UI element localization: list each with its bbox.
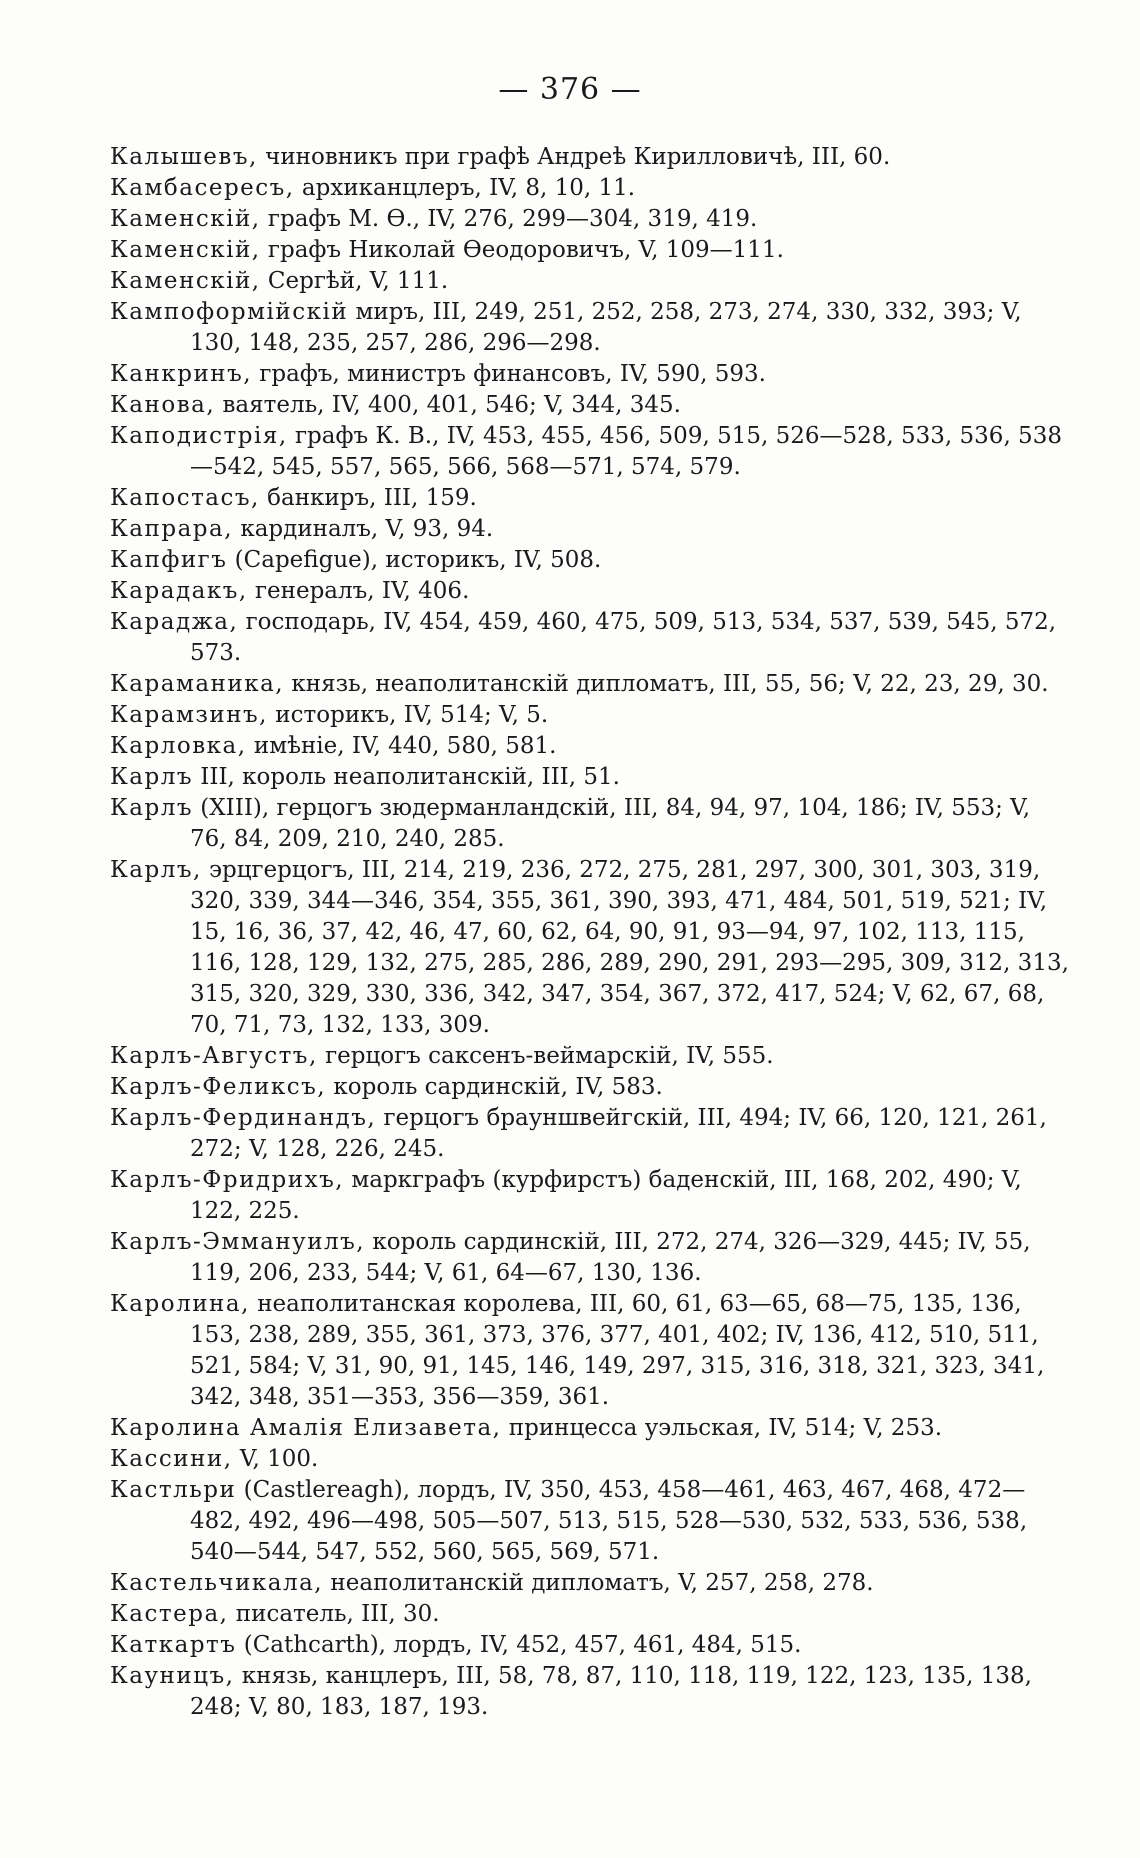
entry-text: генералъ, IV, 406. [247,578,470,604]
entry-head: Карловка, [110,733,247,759]
entry-text: миръ, III, 249, 251, 252, 258, 273, 274, 330, 332, 393; V, 130, 148, 235, 257, 286, 296—298. [190,299,1022,356]
entry-text: (Castlereagh), лордъ, IV, 350, 453, 458—461, 463, 467, 468, 472—482, 492, 496—498, 505—507, 513, 515, 528—530, 532, 533, 536, 538, 540—544, 547, 552, 560, 565, 569, 571. [190,1477,1028,1565]
entry-text: герцогъ брауншвейгскій, III, 494; IV, 66, 120, 121, 261, 272; V, 128, 226, 245. [190,1105,1047,1162]
entry-head: Калышевъ, [110,144,258,170]
entry-text: неаполитанская королева, III, 60, 61, 63—65, 68—75, 135, 136, 153, 238, 289, 355, 361, 373, 376, 377, 401, 402; IV, 136, 412, 510, 511, 521, 584; V, 31, 90, 91, 145, 146, 149, 297, 315, 316, 318, 321, 323, 341, 342, 348, 351—353, 356—359, 361. [190,1291,1045,1410]
entry-head: Карлъ [110,764,193,790]
entry-head: Караманика, [110,671,285,697]
entry-text: князь, канцлеръ, III, 58, 78, 87, 110, 118, 119, 122, 123, 135, 138, 248; V, 80, 183, 187, 193. [190,1663,1032,1720]
entry-head: Карлъ, [110,857,202,883]
index-entry [110,421,1070,483]
entry-text: князь, неаполитанскій дипломатъ, III, 55, 56; V, 22, 23, 29, 30. [284,671,1049,697]
entry-head: Каподистрія, [110,423,288,449]
entry-head: Канкринъ, [110,361,253,387]
index-entry [110,855,1070,1041]
entry-text: (Capefigue), историкъ, IV, 508. [227,547,602,573]
index-entry [110,1661,1070,1723]
entry-text: архиканцлеръ, IV, 8, 10, 11. [294,175,636,201]
index-entry [110,1072,1070,1103]
entry-text: писатель, III, 30. [228,1601,440,1627]
index-entry [110,793,1070,855]
entry-text: графъ К. В., IV, 453, 455, 456, 509, 515, 526—528, 533, 536, 538—542, 545, 557, 565, 566, 568—571, 574, 579. [190,423,1062,480]
index-entry [110,576,1070,607]
index-entry [110,173,1070,204]
entry-head: Капфигъ [110,547,228,573]
entry-head: Кастера, [110,1601,229,1627]
entry-text: Сергѣй, V, 111. [260,268,449,294]
index-entry [110,731,1070,762]
index-entries [110,142,1070,1723]
entry-head: Карамзинъ, [110,702,268,728]
index-entry [110,514,1070,545]
index-entry [110,359,1070,390]
entry-text: (XIII), герцогъ зюдерманландскій, III, 84, 94, 97, 104, 186; IV, 553; V, 76, 84, 209, 210, 240, 285. [190,795,1031,852]
index-entry [110,1289,1070,1413]
index-entry [110,1041,1070,1072]
index-entry [110,297,1070,359]
index-entry [110,545,1070,576]
entry-text: имѣніе, IV, 440, 580, 581. [246,733,557,759]
entry-head: Кампоформійскій [110,299,349,325]
entry-text: графъ М. Ѳ., IV, 276, 299—304, 319, 419. [260,206,758,232]
entry-head: Каролина, [110,1291,250,1317]
index-entry [110,1475,1070,1568]
entry-text: (Cathcarth), лордъ, IV, 452, 457, 461, 484, 515. [236,1632,802,1658]
entry-text: ваятель, IV, 400, 401, 546; V, 344, 345. [215,392,681,418]
entry-head: Канова, [110,392,216,418]
index-entry [110,1630,1070,1661]
entry-text: графъ Николай Ѳеодоровичъ, V, 109—111. [260,237,784,263]
entry-head: Камбасересъ, [110,175,295,201]
index-entry [110,1227,1070,1289]
entry-text: принцесса уэльская, IV, 514; V, 253. [501,1415,943,1441]
index-entry [110,1568,1070,1599]
entry-text: историкъ, IV, 514; V, 5. [268,702,549,728]
entry-head: Карлъ-Фридрихъ, [110,1167,345,1193]
entry-head: Капрара, [110,516,234,542]
entry-text: графъ, министръ финансовъ, IV, 590, 593. [252,361,766,387]
index-entry [110,390,1070,421]
entry-text: маркграфъ (курфирстъ) баденскій, III, 168, 202, 490; V, 122, 225. [190,1167,1022,1224]
index-entry [110,1444,1070,1475]
entry-head: Каролина Амалія Елизавета, [110,1415,502,1441]
entry-head: Каменскій, [110,206,261,232]
entry-head: Карадакъ, [110,578,248,604]
index-entry [110,204,1070,235]
index-entry [110,669,1070,700]
entry-head: Каменскій, [110,268,261,294]
entry-text: чиновникъ при графѣ Андреѣ Кирилловичѣ, III, 60. [257,144,891,170]
entry-head: Карлъ-Фердинандъ, [110,1105,377,1131]
entry-head: Кауницъ, [110,1663,235,1689]
index-entry [110,607,1070,669]
index-entry [110,235,1070,266]
entry-text: эрцгерцогъ, III, 214, 219, 236, 272, 275, 281, 297, 300, 301, 303, 319, 320, 339, 344—346, 354, 355, 361, 390, 393, 471, 484, 501, 519, 521; IV, 15, 16, 36, 37, 42, 46, 47, 60, 62, 64, 90, 91, 93—94, 97, 102, 113, 115, 116, 128, 129, 132, 275, 285, 286, 289, 290, 291, 293—295, 309, 312, 313, 315, 320, 329, 330, 336, 342, 347, 354, 367, 372, 417, 524; V, 62, 67, 68, 70, 71, 73, 132, 133, 309. [190,857,1069,1038]
entry-text: господарь, IV, 454, 459, 460, 475, 509, 513, 534, 537, 539, 545, 572, 573. [190,609,1057,666]
entry-text: кардиналъ, V, 93, 94. [233,516,494,542]
entry-head: Карлъ-Эммануилъ, [110,1229,366,1255]
entry-head: Карлъ-Феликсъ, [110,1074,327,1100]
entry-head: Кассини, [110,1446,233,1472]
index-entry [110,142,1070,173]
entry-head: Карлъ-Августъ, [110,1043,318,1069]
entry-text: король сардинскій, III, 272, 274, 326—329, 445; IV, 55, 119, 206, 233, 544; V, 61, 64—67, 130, 136. [190,1229,1031,1286]
index-entry [110,1413,1070,1444]
index-entry [110,762,1070,793]
entry-text: III, король неаполитанскій, III, 51. [192,764,620,790]
entry-text: банкиръ, III, 159. [259,485,477,511]
index-entry [110,483,1070,514]
entry-head: Карлъ [110,795,193,821]
index-entry [110,1165,1070,1227]
entry-head: Караджа, [110,609,239,635]
entry-head: Каткартъ [110,1632,237,1658]
index-entry [110,700,1070,731]
entry-text: неаполитанскій дипломатъ, V, 257, 258, 278. [323,1570,874,1596]
index-entry [110,1103,1070,1165]
entry-head: Кастельчикала, [110,1570,324,1596]
entry-head: Капостасъ, [110,485,260,511]
entry-text: король сардинскій, IV, 583. [326,1074,663,1100]
index-entry [110,266,1070,297]
entry-head: Каменскій, [110,237,261,263]
entry-head: Кастльри [110,1477,237,1503]
page-number: — 376 — [498,72,642,107]
index-entry [110,1599,1070,1630]
entry-text: герцогъ саксенъ-веймарскій, IV, 555. [317,1043,774,1069]
entry-text: V, 100. [232,1446,319,1472]
